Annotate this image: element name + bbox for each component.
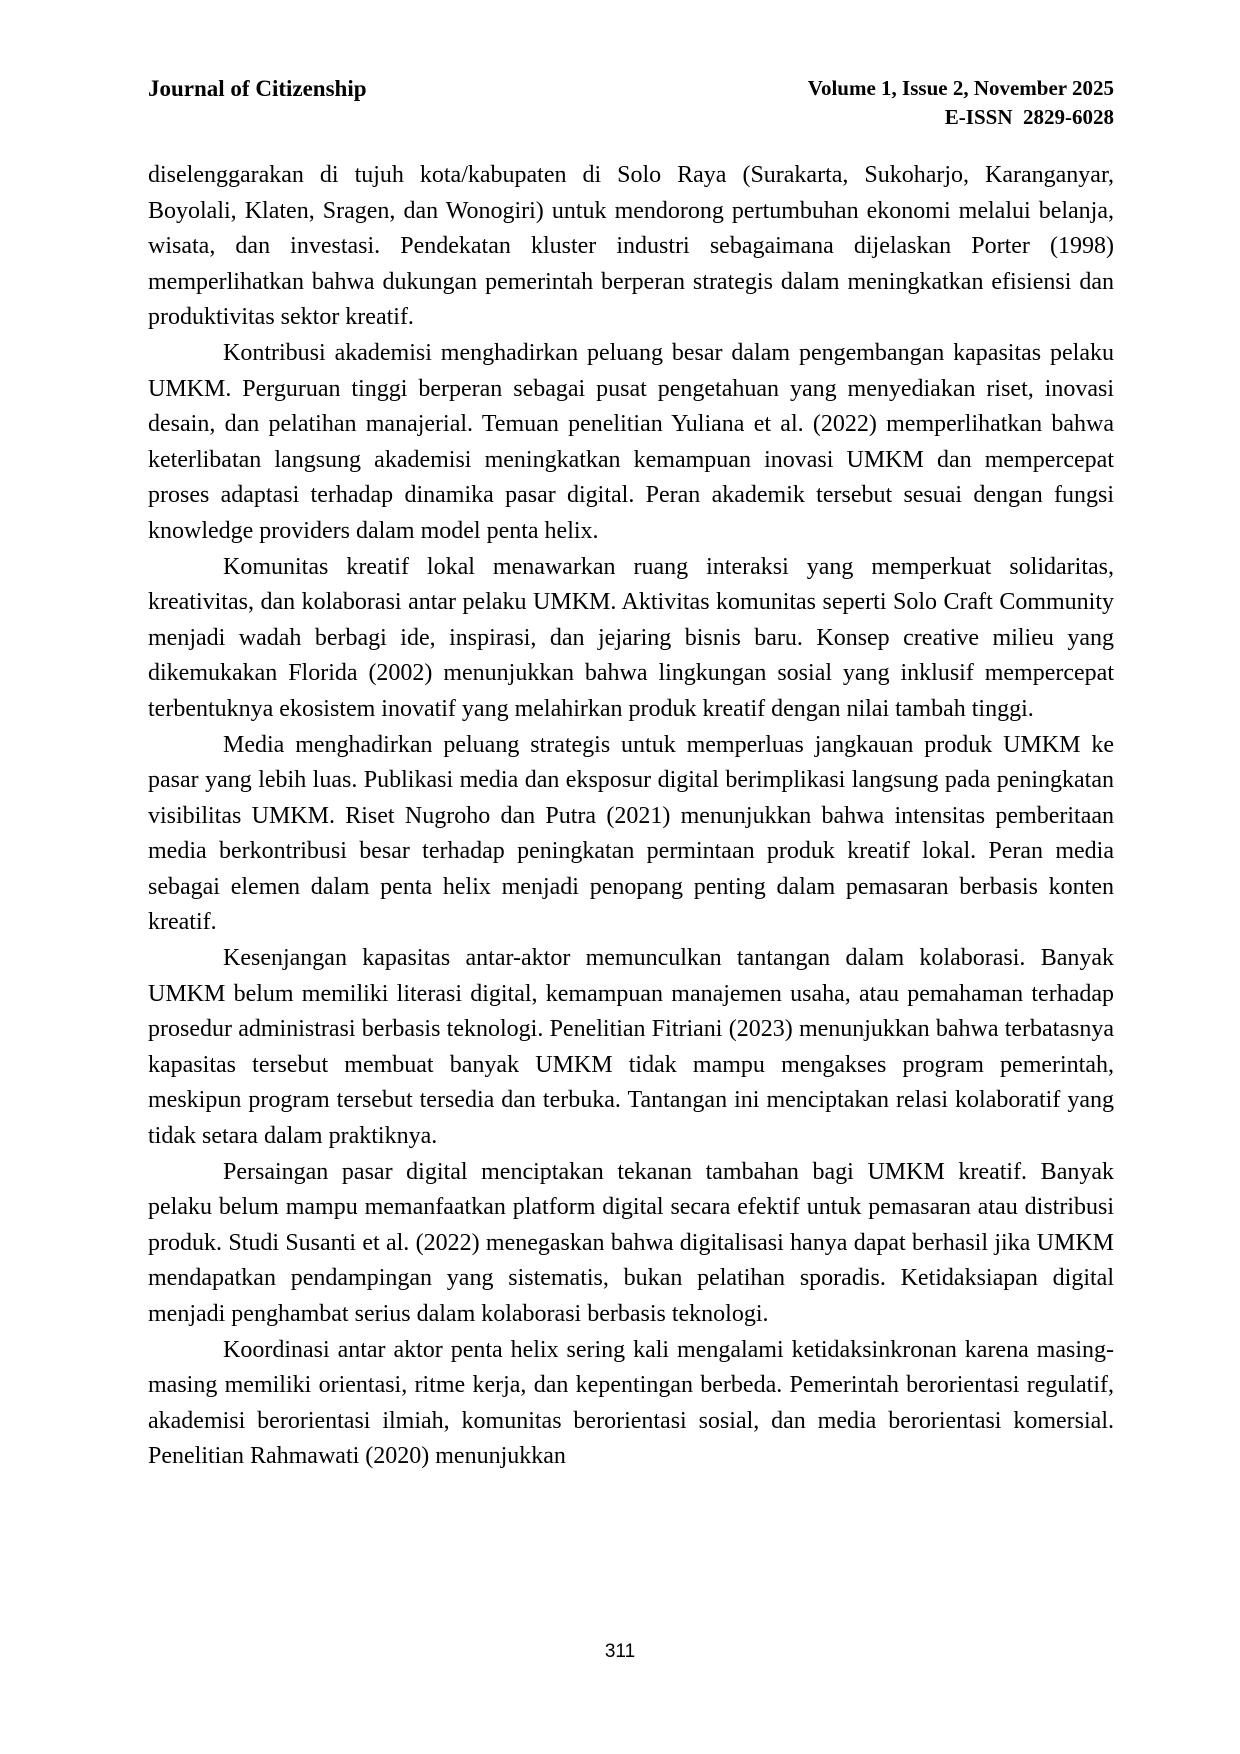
journal-title: Journal of Citizenship	[148, 76, 367, 101]
page-number: 311	[604, 1641, 636, 1662]
paragraph: Media menghadirkan peluang strategis untuk memperluas jangkauan produk UMKM ke pasar yang lebih luas. Publikasi media dan eksposur digital berimplikasi langsung pada peningkatan visibilitas UMKM. Riset Nugroho dan Putra (2021) menunjukkan bahwa intensitas pemberitaan media berkontribusi besar terhadap peningkatan permintaan produk kreatif lokal. Peran media sebagai elemen dalam penta helix menjadi penopang penting dalam pemasaran berbasis konten kreatif.	[148, 731, 1114, 936]
paragraph: Koordinasi antar aktor penta helix sering kali mengalami ketidaksinkronan karena masing-masing memiliki orientasi, ritme kerja, dan kepentingan berbeda. Pemerintah berorientasi regulatif, akademisi berorientasi ilmiah, komunitas berorientasi sosial, dan media berorientasi komersial. Penelitian Rahmawati (2020) menunjukkan	[148, 1336, 1114, 1470]
paragraph: Komunitas kreatif lokal menawarkan ruang interaksi yang memperkuat solidaritas, kreativitas, dan kolaborasi antar pelaku UMKM. Aktivitas komunitas seperti Solo Craft Community menjadi wadah berbagi ide, inspirasi, dan jejaring bisnis baru. Konsep creative milieu yang dikemukakan Florida (2002) menunjukkan bahwa lingkungan sosial yang inklusif mempercepat terbentuknya ekosistem inovatif yang melahirkan produk kreatif dengan nilai tambah tinggi.	[148, 553, 1114, 722]
issn: E-ISSN 2829-6028	[944, 105, 1114, 129]
paragraph: Persaingan pasar digital menciptakan tekanan tambahan bagi UMKM kreatif. Banyak pelaku belum mampu memanfaatkan platform digital secara efektif untuk pemasaran atau distribusi produk. Studi Susanti et al. (2022) menegaskan bahwa digitalisasi hanya dapat berhasil jika UMKM mendapatkan pendampingan yang sistematis, bukan pelatihan sporadis. Ketidaksiapan digital menjadi penghambat serius dalam kolaborasi berbasis teknologi.	[148, 1158, 1114, 1327]
body-text	[148, 158, 1114, 1475]
paragraph: Kontribusi akademisi menghadirkan peluang besar dalam pengembangan kapasitas pelaku UMKM. Perguruan tinggi berperan sebagai pusat pengetahuan yang menyediakan riset, inovasi desain, dan pelatihan manajerial. Temuan penelitian Yuliana et al. (2022) memperlihatkan bahwa keterlibatan langsung akademisi meningkatkan kemampuan inovasi UMKM dan mempercepat proses adaptasi terhadap dinamika pasar digital. Peran akademik tersebut sesuai dengan fungsi knowledge providers dalam model penta helix.	[148, 339, 1114, 544]
paragraph: Kesenjangan kapasitas antar-aktor memunculkan tantangan dalam kolaborasi. Banyak UMKM belum memiliki literasi digital, kemampuan manajemen usaha, atau pemahaman terhadap prosedur administrasi berbasis teknologi. Penelitian Fitriani (2023) menunjukkan bahwa terbatasnya kapasitas tersebut membuat banyak UMKM tidak mampu mengakses program pemerintah, meskipun program tersebut tersedia dan terbuka. Tantangan ini menciptakan relasi kolaboratif yang tidak setara dalam praktiknya.	[148, 945, 1114, 1150]
paragraph-continued: diselenggarakan di tujuh kota/kabupaten di Solo Raya (Surakarta, Sukoharjo, Karanganyar, Boyolali, Klaten, Sragen, dan Wonogiri) untuk mendorong pertumbuhan ekonomi melalui belanja, wisata, dan investasi. Pendekatan kluster industri sebagaimana dijelaskan Porter (1998) memperlihatkan bahwa dukungan pemerintah berperan strategis dalam meningkatkan efisiensi dan produktivitas sektor kreatif.	[148, 162, 1114, 331]
issue-info	[808, 74, 1114, 132]
running-header	[148, 74, 1114, 134]
volume-issue-date: Volume 1, Issue 2, November 2025	[807, 76, 1114, 100]
